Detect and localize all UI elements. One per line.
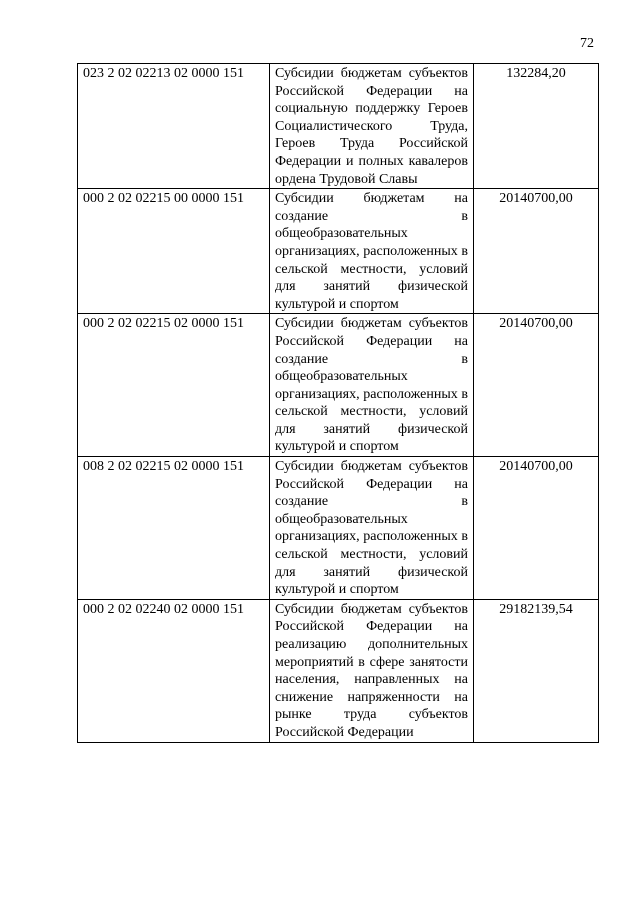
table-row: [78, 314, 599, 457]
row-amount: 20140700,00: [474, 189, 599, 314]
row-amount: 29182139,54: [474, 599, 599, 742]
table-row: [78, 599, 599, 742]
row-code: 023 2 02 02213 02 0000 151: [78, 64, 270, 189]
row-code: 008 2 02 02215 02 0000 151: [78, 457, 270, 600]
table-row: [78, 64, 599, 189]
row-amount: 20140700,00: [474, 314, 599, 457]
row-code: 000 2 02 02215 00 0000 151: [78, 189, 270, 314]
row-name: Субсидии бюджетам субъектов Российской Федерации на реализацию дополнительных мероприятий в сфере занятости населения, направленных на снижение напряженности на рынке труда субъектов Российской Федерации: [270, 599, 474, 742]
budget-table: [77, 63, 599, 743]
page-number: 72: [580, 36, 594, 51]
row-amount: 132284,20: [474, 64, 599, 189]
row-name: Субсидии бюджетам субъектов Российской Федерации на создание в общеобразовательных организациях, расположенных в сельской местности, условий для занятий физической культурой и спортом: [270, 314, 474, 457]
row-name: Субсидии бюджетам на создание в общеобразовательных организациях, расположенных в сельской местности, условий для занятий физической культурой и спортом: [270, 189, 474, 314]
table-row: [78, 457, 599, 600]
row-name: Субсидии бюджетам субъектов Российской Федерации на социальную поддержку Героев Социалистического Труда, Героев Труда Российской Федерации и полных кавалеров ордена Трудовой Славы: [270, 64, 474, 189]
row-amount: 20140700,00: [474, 457, 599, 600]
row-code: 000 2 02 02240 02 0000 151: [78, 599, 270, 742]
row-name: Субсидии бюджетам субъектов Российской Федерации на создание в общеобразовательных организациях, расположенных в сельской местности, условий для занятий физической культурой и спортом: [270, 457, 474, 600]
row-code: 000 2 02 02215 02 0000 151: [78, 314, 270, 457]
table-row: [78, 189, 599, 314]
